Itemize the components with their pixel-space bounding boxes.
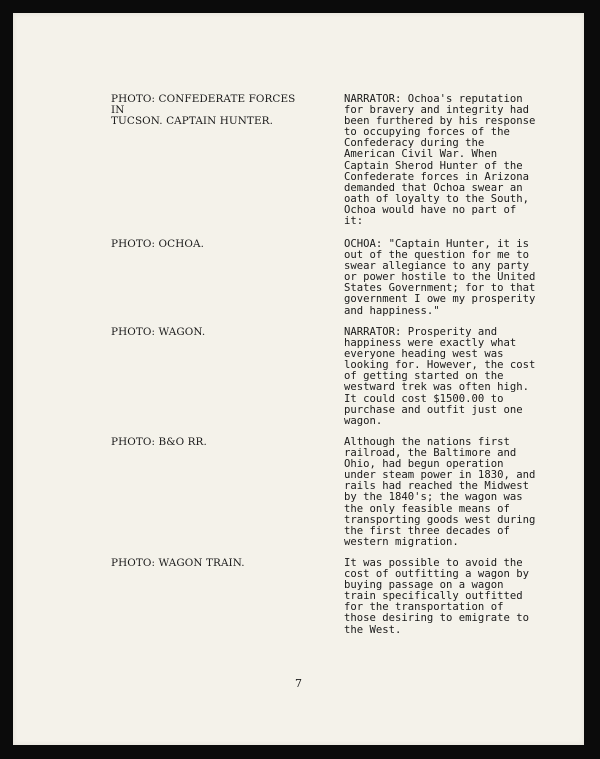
narration-text: OCHOA: "Captain Hunter, it is out of the question for me to swear allegiance to any party or power hostile to the United States Government; for to that government I owe my prosperity and happiness." [344,238,536,317]
photo-cue: PHOTO: B&O RR. [111,436,207,448]
document-page [13,13,584,745]
photo-cue: PHOTO: OCHOA. [111,238,204,250]
photo-cue: PHOTO: WAGON. [111,326,206,338]
page-number: 7 [295,677,302,690]
photo-cue: PHOTO: WAGON TRAIN. [111,557,245,569]
narration-text: NARRATOR: Ochoa's reputation for bravery and integrity had been furthered by his response to occupying forces of the Confederacy during the American Civil War. When Captain Sherod Hunter of the Confederate forces in Arizona demanded that Ochoa swear an oath of loyalty to the South, Ochoa would have no part of it: [344,93,536,228]
photo-cue: PHOTO: CONFEDERATE FORCES IN TUCSON. CAPTAIN HUNTER. [111,93,296,128]
narration-text: Although the nations first railroad, the Baltimore and Ohio, had begun operation under steam power in 1830, and rails had reached the Midwest by the 1840's; the wagon was the only feasible means of transporting goods west during the first three decades of western migration. [344,436,536,548]
narration-text: NARRATOR: Prosperity and happiness were exactly what everyone heading west was looking for. However, the cost of getting started on the westward trek was often high. It could cost $1500.00 to purchase and outfit just one wagon. [344,326,536,427]
narration-text: It was possible to avoid the cost of outfitting a wagon by buying passage on a wagon train specifically outfitted for the transportation of those desiring to emigrate to the West. [344,557,529,636]
